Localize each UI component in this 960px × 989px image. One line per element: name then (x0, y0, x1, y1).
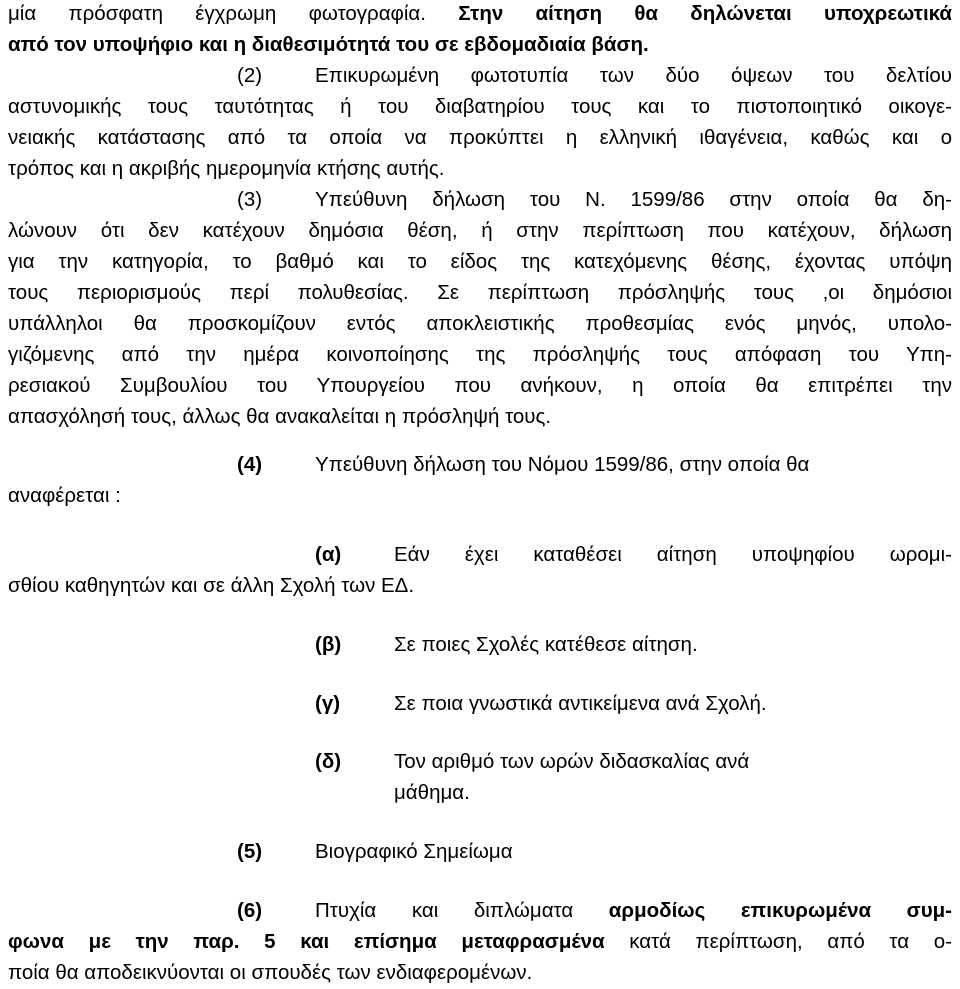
item-3-line-2: λώνουν ότι δεν κατέχουν δημόσια θέση, ή στην περίπτωση που κατέχουν, δήλωση (8, 219, 952, 242)
item-4-text: Υπεύθυνη δήλωση του Νόμου 1599/86, στην οποία θα (315, 453, 810, 476)
item-5-number: (5) (237, 840, 263, 863)
item-6-line-2: φωνα με την παρ. 5 και επίσημα μεταφρασμένα κατά περίπτωση, από τα ο- (8, 930, 952, 953)
item-5-text: Βιογραφικό Σημείωμα (315, 840, 513, 863)
item-4a-number: (α) (315, 543, 342, 566)
item-4c-number: (γ) (315, 692, 341, 715)
item-4b-text: Σε ποιες Σχολές κατέθεσε αίτηση. (394, 633, 698, 656)
item-6-number: (6) (237, 899, 263, 922)
item-3-line-5: υπάλληλοι θα προσκομίζουν εντός αποκλειστικής προθεσμίας ενός μηνός, υπολο- (8, 312, 952, 335)
item-3-line-7: ρεσιακού Συμβουλίου του Υπουργείου που ανήκουν, η οποία θα επιτρέπει την (8, 374, 952, 397)
item-2-number: (2) (237, 64, 263, 87)
item-4a-line-2: σθίου καθηγητών και σε άλλη Σχολή των ΕΔ. (8, 574, 415, 597)
paragraph-1-line-1: μία πρόσφατη έγχρωμη φωτογραφία. Στην αίτηση θα δηλώνεται υποχρεωτικά (8, 2, 952, 25)
item-2-line-4: τρόπος και η ακριβής ημερομηνία κτήσης αυτής. (8, 157, 445, 180)
item-3-line-4: τους περιορισμούς περί πολυθεσίας. Σε περίπτωση πρόσληψής τους ,οι δημόσιοι (8, 281, 952, 304)
item-4d-line-1: Τον αριθμό των ωρών διδασκαλίας ανά (394, 750, 750, 773)
item-3-line-1: Υπεύθυνη δήλωση του Ν. 1599/86 στην οποία θα δη- (315, 188, 952, 211)
item-4c-text: Σε ποια γνωστικά αντικείμενα ανά Σχολή. (394, 692, 767, 715)
item-2-line-1: Επικυρωμένη φωτοτυπία των δύο όψεων του δελτίου (315, 64, 952, 87)
item-4-number: (4) (237, 453, 263, 476)
item-4b-number: (β) (315, 633, 342, 656)
item-6-line-3: ποία θα αποδεικνύονται οι σπουδές των ενδιαφερομένων. (8, 961, 533, 984)
item-3-line-6: γιζόμενης από την ημέρα κοινοποίησης της πρόσληψής τους απόφαση του Υπη- (8, 343, 952, 366)
item-3-line-3: για την κατηγορία, το βαθμό και το είδος της κατεχόμενης θέσης, έχοντας υπόψη (8, 250, 952, 273)
item-6-line-1: Πτυχία και διπλώματα αρμοδίως επικυρωμένα συμ- (315, 899, 952, 922)
item-3-line-8: απασχόλησή τους, άλλως θα ανακαλείται η πρόσληψή τους. (8, 405, 552, 428)
item-2-line-3: νειακής κατάστασης από τα οποία να προκύπτει η ελληνική ιθαγένεια, καθώς και ο (8, 126, 952, 149)
item-4d-line-2: μάθημα. (394, 781, 470, 804)
item-4d-number: (δ) (315, 750, 342, 773)
item-3-number: (3) (237, 188, 263, 211)
item-4-continuation: αναφέρεται : (8, 484, 121, 507)
paragraph-1-line-2: από τον υποψήφιο και η διαθεσιμότητά του σε εβδομαδιαία βάση. (8, 33, 649, 56)
item-2-line-2: αστυνομικής τους ταυτότητας ή του διαβατηρίου τους και το πιστοποιητικό οικογε- (8, 95, 952, 118)
item-4a-line-1: Εάν έχει καταθέσει αίτηση υποψηφίου ωρομι- (394, 543, 952, 566)
